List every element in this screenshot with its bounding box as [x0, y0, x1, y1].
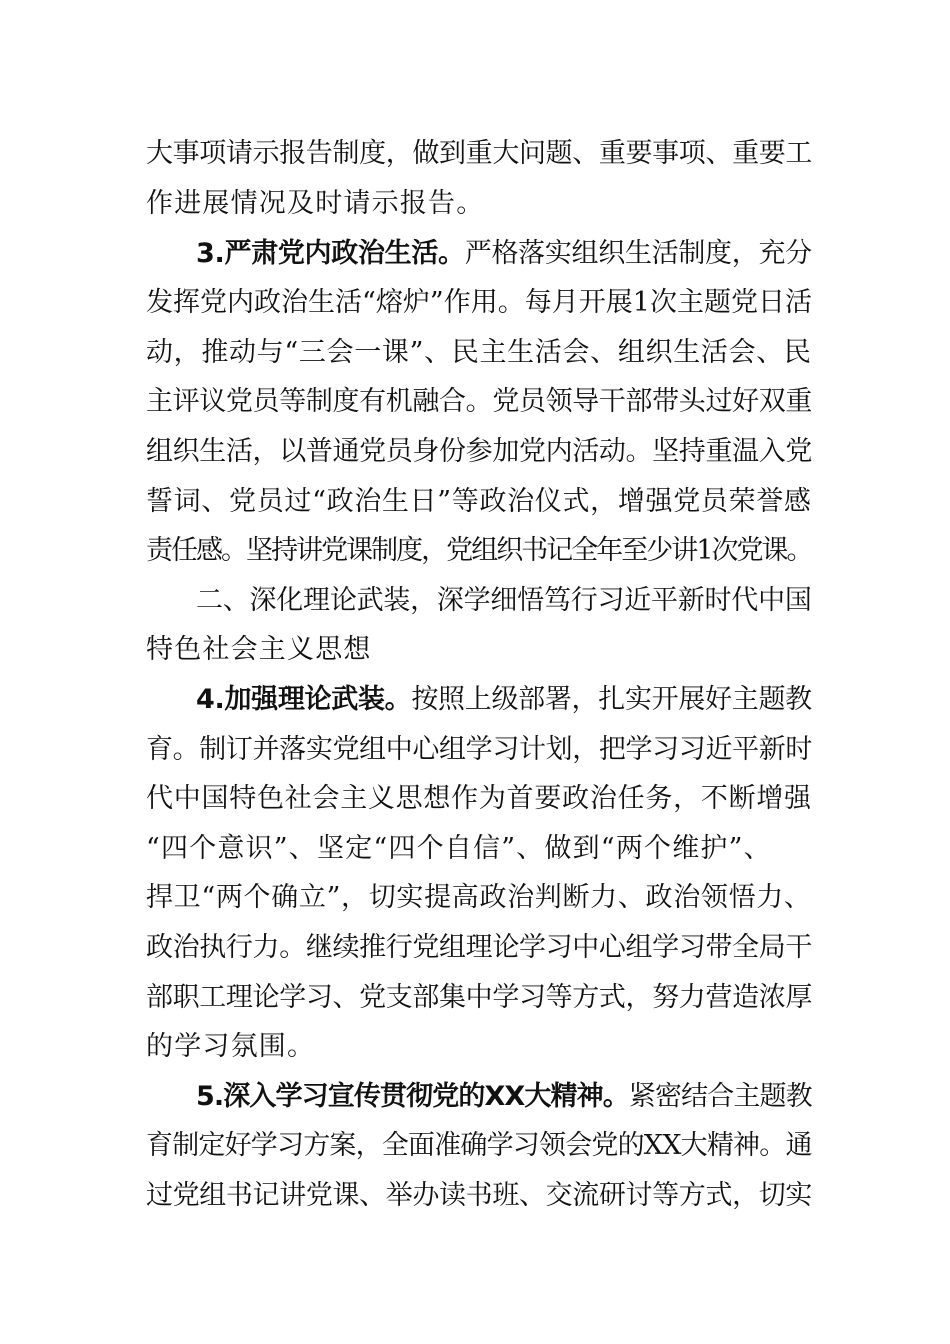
- paragraph-line: 动，推动与“三会一课”、民主生活会、组织生活会、民: [146, 337, 812, 368]
- paragraph-line: 的学习氛围。: [146, 1031, 316, 1062]
- paragraph-text: 按照上级部署，扎实开展好主题教: [411, 684, 812, 715]
- paragraph-line: 主评议党员等制度有机融合。党员领导干部带头过好双重: [146, 386, 812, 417]
- paragraph-line: 责任感。坚持讲党课制度，党组织书记全年至少讲1次党课。: [146, 535, 812, 566]
- paragraph-line: 大事项请示报告制度，做到重大问题、重要事项、重要工: [146, 138, 812, 169]
- paragraph-first-line: [196, 683, 812, 717]
- paragraph-line: “四个意识”、坚定“四个自信”、做到“两个维护”、: [146, 833, 772, 864]
- paragraph-line: 组织生活，以普通党员身份参加党内活动。坚持重温入党: [146, 436, 812, 467]
- paragraph-line: 誓词、党员过“政治生日”等政治仪式，增强党员荣誉感: [146, 486, 812, 517]
- section-heading-line: 特色社会主义思想: [146, 634, 372, 665]
- item-heading: 3.严肃党内政治生活。: [196, 238, 465, 269]
- paragraph-text: 严格落实组织生活制度，充分: [464, 238, 812, 269]
- paragraph-line: 发挥党内政治生活“熔炉”作用。每月开展1次主题党日活: [146, 287, 812, 318]
- paragraph-line: 代中国特色社会主义思想作为首要政治任务，不断增强: [146, 783, 812, 814]
- paragraph-line: 政治执行力。继续推行党组理论学习中心组学习带全局干: [146, 932, 812, 963]
- paragraph-text: 紧密结合主题教: [628, 1081, 812, 1112]
- item-heading: 4.加强理论武装。: [196, 684, 412, 715]
- section-heading: 二、深化理论武装，深学细悟笃行习近平新时代中国: [196, 585, 812, 616]
- paragraph-line: 作进展情况及时请示报告。: [146, 188, 485, 219]
- paragraph-line: 育制定好学习方案，全面准确学习领会党的XX大精神。通: [146, 1130, 812, 1161]
- paragraph-line: 捍卫“两个确立”，切实提高政治判断力、政治领悟力、: [146, 882, 812, 913]
- paragraph-line: 部职工理论学习、党支部集中学习等方式，努力营造浓厚: [146, 982, 812, 1013]
- item-heading: 5.深入学习宣传贯彻党的XX大精神。: [196, 1081, 629, 1112]
- paragraph-line: 过党组书记讲党课、举办读书班、交流研讨等方式，切实: [146, 1180, 812, 1211]
- paragraph-line: 育。制订并落实党组中心组学习计划，把学习习近平新时: [146, 734, 812, 765]
- paragraph-first-line: [196, 1080, 812, 1114]
- paragraph-first-line: [196, 237, 812, 271]
